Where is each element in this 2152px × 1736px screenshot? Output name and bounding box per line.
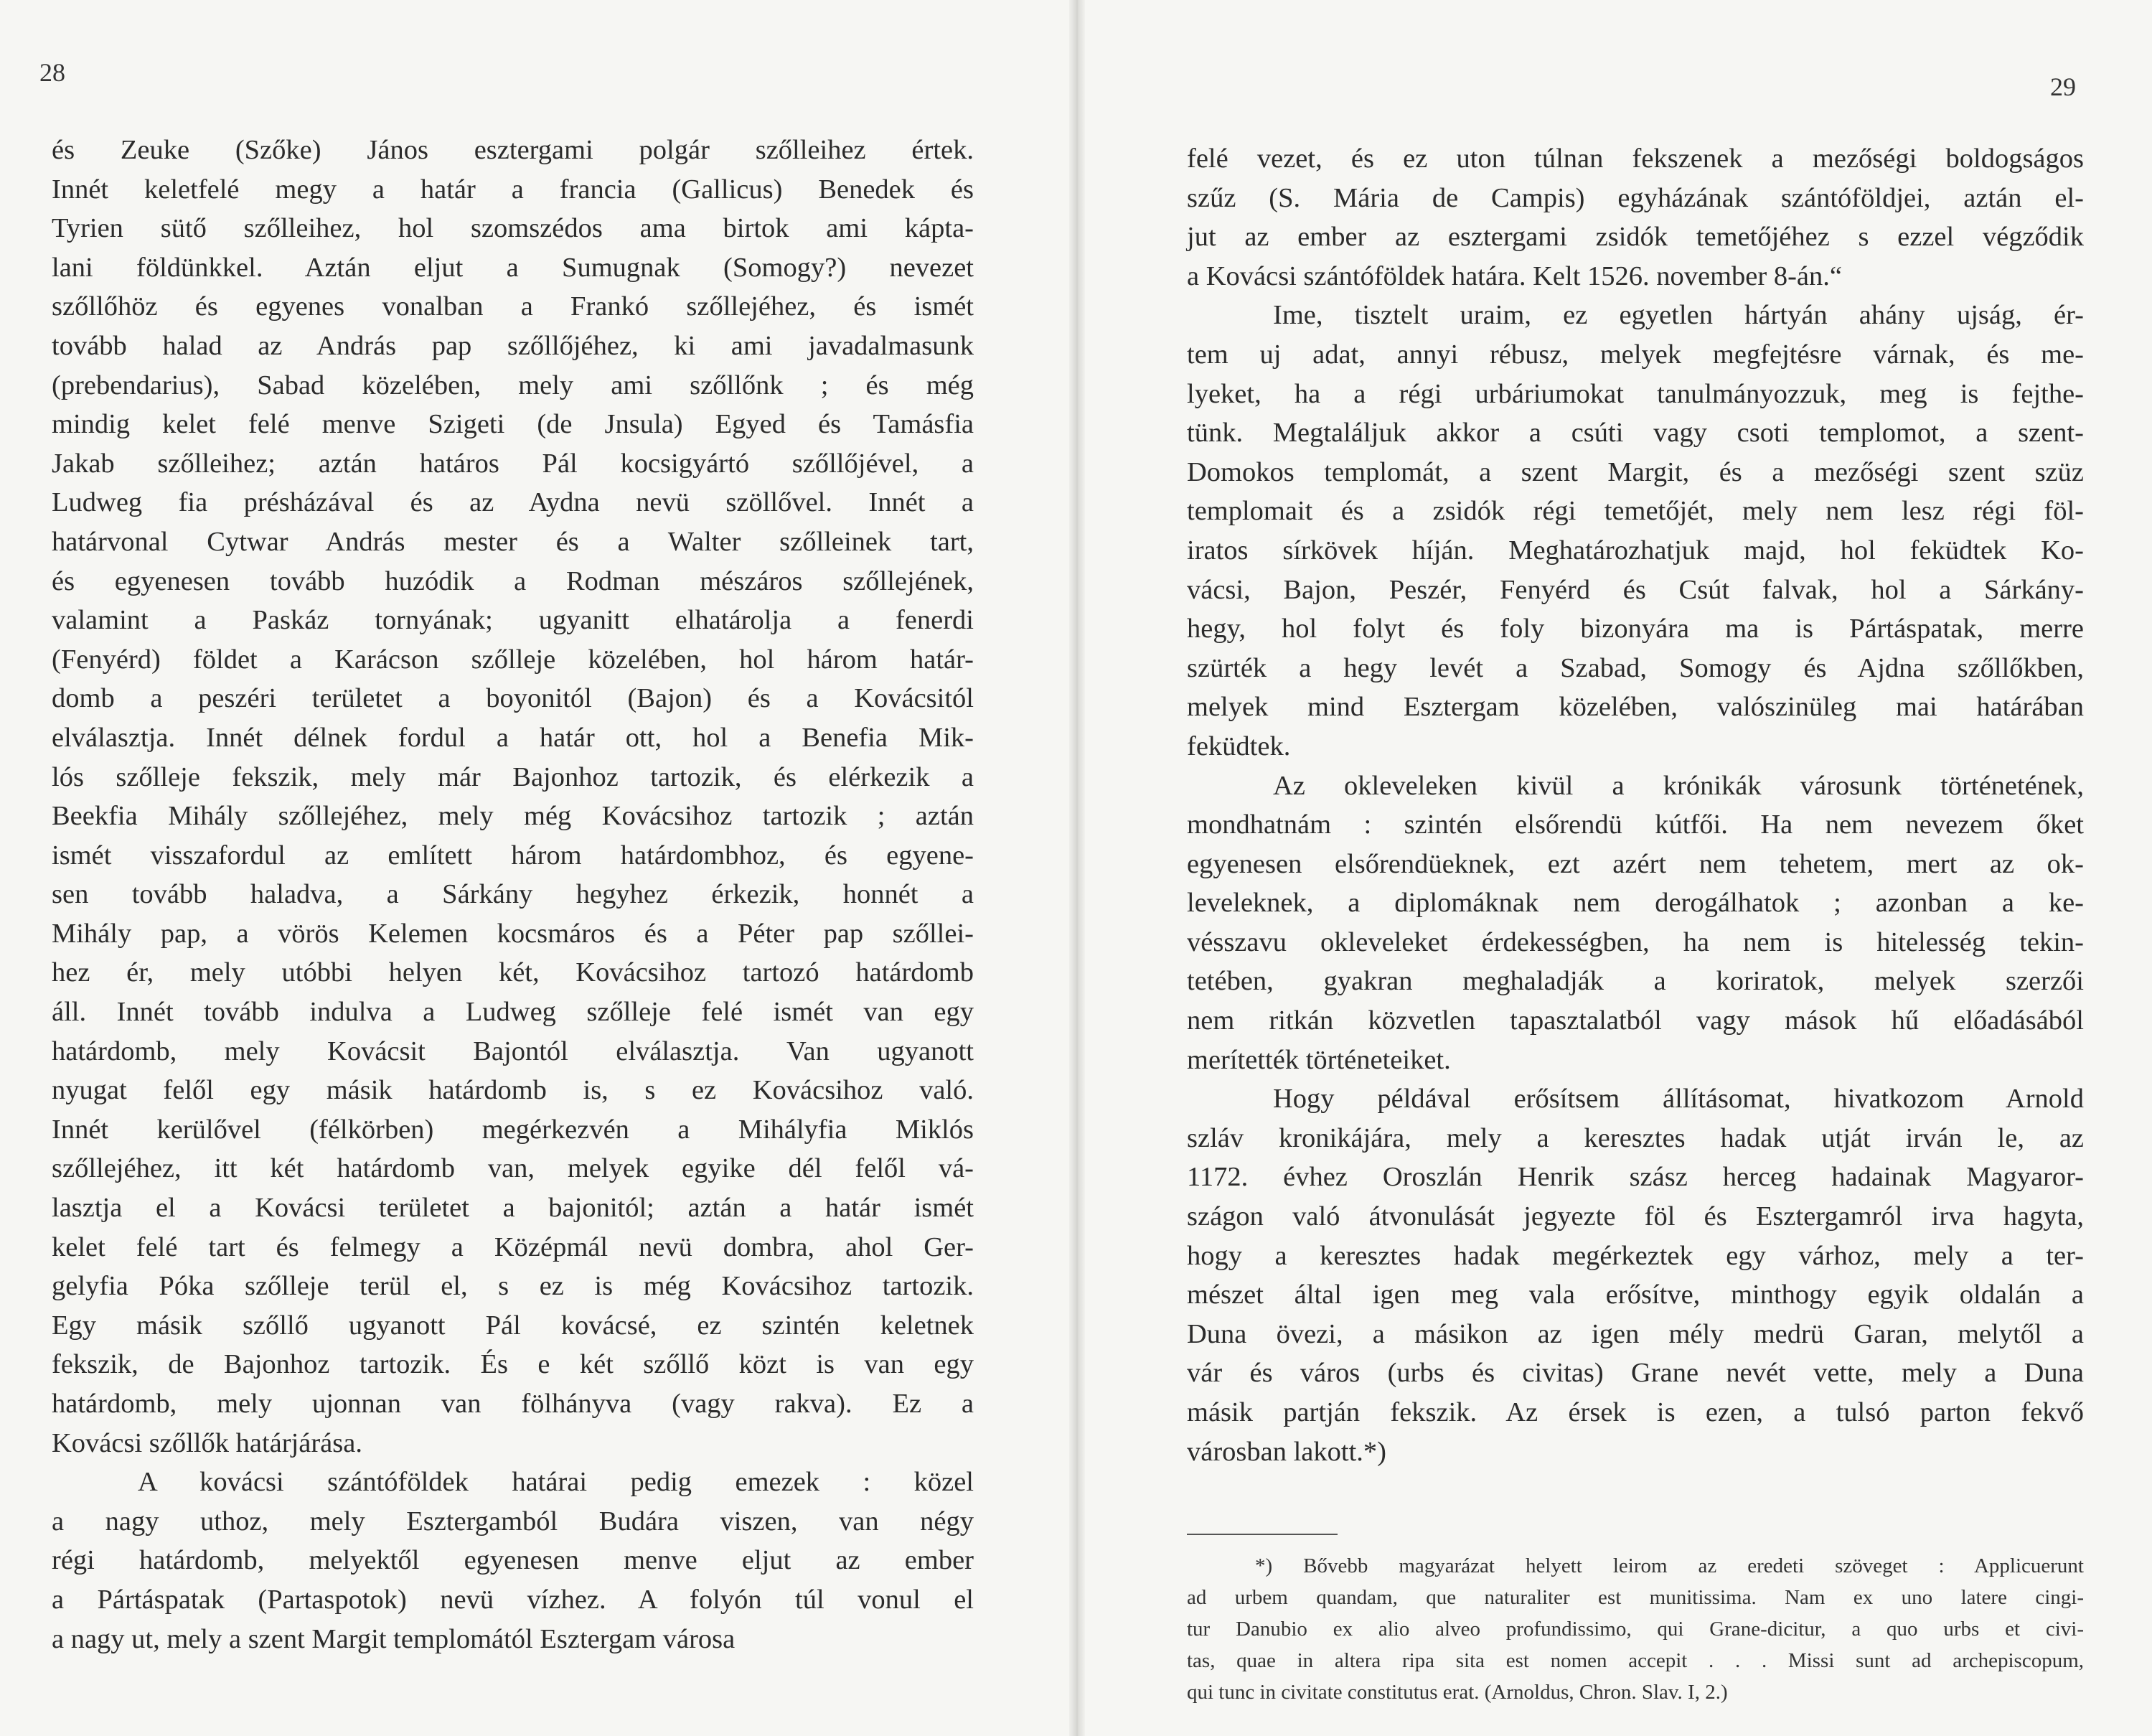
text-line: Innét keletfelé megy a határ a francia (Gallicus) Benedek és [52, 174, 974, 205]
text-line: a Pártáspatak (Partaspotok) nevü vízhez. A folyón túl vonul el [52, 1584, 974, 1615]
text-line: határdomb, mely ujonnan van fölhányva (vagy rakva). Ez a [52, 1389, 974, 1419]
footnote-line: ad urbem quandam, que naturaliter est munitissima. Nam ex uno latere cingi- [1187, 1586, 2084, 1609]
text-line: sen tovább haladva, a Sárkány hegyhez érkezik, honnét a [52, 879, 974, 910]
text-line: Innét kerülővel (félkörben) megérkezvén a Mihályfia Miklós [52, 1114, 974, 1145]
text-line: merítették történeteiket. [1187, 1044, 1451, 1075]
left-page-body [52, 131, 974, 1658]
footnote-line: qui tunc in civitate constitutus erat. (Arnoldus, Chron. Slav. I, 2.) [1187, 1681, 1728, 1704]
footnote-divider [1187, 1534, 1338, 1535]
text-line: Tyrien sütő szőlleihez, hol szomszédos ama birtok ami kápta- [52, 213, 974, 244]
text-line: Mihály pap, a vörös Kelemen kocsmáros és a Péter pap szőllei- [52, 918, 974, 949]
text-line: lyeket, ha a régi urbáriumokat tanulmányozzuk, meg is fejthe- [1187, 378, 2084, 409]
text-line: lani földünkkel. Aztán eljut a Sumugnak (Somogy?) nevezet [52, 252, 974, 283]
right-page [1085, 0, 2152, 1736]
text-line: és egyenesen tovább huzódik a Rodman mészáros szőllejének, [52, 566, 974, 596]
text-line: jut az ember az esztergami zsidók temetőjéhez s ezzel végződik [1187, 222, 2084, 253]
text-line: (prebendarius), Sabad közelében, mely ami szőllőnk ; és még [52, 370, 974, 400]
right-page-body [1187, 139, 2084, 1471]
page-number-right: 29 [2050, 72, 2076, 101]
text-line: régi határdomb, melyektől egyenesen menve eljut az ember [52, 1545, 974, 1576]
text-line: egyenesen elsőrendüeknek, ezt azért nem tehetem, mert az ok- [1187, 848, 2084, 879]
text-line: elválasztja. Innét délnek fordul a határ ott, hol a Benefia Mik- [52, 722, 974, 753]
text-line: határdomb, mely Kovácsit Bajontól elválasztja. Van ugyanott [52, 1036, 974, 1066]
text-line: Ime, tisztelt uraim, ez egyetlen hártyán ahány ujság, ér- [1273, 300, 2084, 331]
text-line: lós szőlleje fekszik, mely már Bajonhoz tartozik, és elérkezik a [52, 761, 974, 792]
footnote-line: tas, quae in altera ripa sita est nomen accepit . . . Missi sunt ad archepiscopum, [1187, 1649, 2084, 1672]
text-line: és Zeuke (Szőke) János esztergami polgár szőlleihez értek. [52, 135, 974, 165]
text-line: a nagy uthoz, mely Esztergamból Budára viszen, van négy [52, 1506, 974, 1536]
text-line: templomait és a zsidók régi temetőjét, mely nem lesz régi föl- [1187, 496, 2084, 527]
text-line: szürték a hegy levét a Szabad, Somogy és Ajdna szőllőkben, [1187, 652, 2084, 683]
text-line: hogy a keresztes hadak megérkeztek egy várhoz, mely a ter- [1187, 1240, 2084, 1271]
book-gutter [1069, 0, 1085, 1736]
text-line: Ludweg fia présházával és az Aydna nevü szöllővel. Innét a [52, 487, 974, 518]
text-line: gelyfia Póka szőlleje terül el, s ez is még Kovácsihoz tartozik. [52, 1271, 974, 1302]
text-line: hegy, hol folyt és foly bizonyára ma is Pártáspatak, merre [1187, 614, 2084, 644]
text-line: valamint a Paskáz tornyának; ugyanitt elhatárolja a fenerdi [52, 605, 974, 636]
text-line: melyek mind Esztergam közelében, valószinüleg mai határában [1187, 692, 2084, 723]
text-line: lasztja el a Kovácsi területet a bajonitól; aztán a határ ismét [52, 1193, 974, 1224]
text-line: (Fenyérd) földet a Karácson szőlleje közelében, hol három határ- [52, 644, 974, 675]
text-line: a Kovácsi szántóföldek határa. Kelt 1526. november 8-án.“ [1187, 261, 1842, 291]
text-line: szőllejéhez, itt két határdomb van, melyek egyike dél felől vá- [52, 1153, 974, 1184]
text-line: Duna övezi, a másikon az igen mély medrü Garan, melytől a [1187, 1318, 2084, 1349]
text-line: városban lakott.*) [1187, 1436, 1386, 1467]
text-line: tetében, gyakran meghaladják a koriratok, melyek szerzői [1187, 966, 2084, 997]
text-line: Kovácsi szőllők határjárása. [52, 1427, 362, 1458]
text-line: tünk. Megtaláljuk akkor a csúti vagy csoti templomot, a szent- [1187, 418, 2084, 449]
text-line: kelet felé tart és felmegy a Középmál nevü dombra, ahol Ger- [52, 1231, 974, 1262]
text-line: szágon való átvonulását jegyezte föl és Esztergamról irva hagyta, [1187, 1201, 2084, 1232]
text-line: Beekfia Mihály szőllejéhez, mely még Kovácsihoz tartozik ; aztán [52, 801, 974, 832]
page-number-left: 28 [39, 58, 65, 87]
text-line: hez ér, mely utóbbi helyen két, Kovácsihoz tartozó határdomb [52, 957, 974, 988]
text-line: határvonal Cytwar András mester és a Walter szőlleinek tart, [52, 526, 974, 557]
text-line: áll. Innét tovább indulva a Ludweg szőlleje felé ismét van egy [52, 997, 974, 1028]
footnote-line: tur Danubio ex alio alveo profundissimo, qui Grane-dicitur, a quo urbs et civi- [1187, 1618, 2084, 1641]
text-line: feküdtek. [1187, 731, 1291, 761]
text-line: vár és város (urbs és civitas) Grane nevét vette, mely a Duna [1187, 1358, 2084, 1389]
text-line: szláv kronikájára, mely a keresztes hadak utját irván le, az [1187, 1122, 2084, 1153]
text-line: Az okleveleken kivül a krónikák városunk történetének, [1273, 770, 2084, 801]
text-line: A kovácsi szántóföldek határai pedig emezek : közel [138, 1467, 974, 1498]
text-line: tem uj adat, annyi rébusz, melyek megfejtésre várnak, és me- [1187, 339, 2084, 370]
text-line: vésszavu okleveleket érdekességben, ha nem is hitelesség tekin- [1187, 926, 2084, 957]
left-page [0, 0, 1069, 1736]
text-line: fekszik, de Bajonhoz tartozik. És e két szőllő közt is van egy [52, 1349, 974, 1380]
text-line: ismét visszafordul az említett három határdombhoz, és egyene- [52, 840, 974, 871]
text-line: mondhatnám : szintén elsőrendü kútfői. Ha nem nevezem őket [1187, 810, 2084, 840]
text-line: Domokos templomát, a szent Margit, és a mezőségi szent szüz [1187, 456, 2084, 487]
text-line: leveleknek, a diplomáknak nem derogálhatok ; azonban a ke- [1187, 888, 2084, 919]
text-line: nyugat felől egy másik határdomb is, s ez Kovácsihoz való. [52, 1075, 974, 1106]
footnote-line: *) Bővebb magyarázat helyett leirom az eredeti szöveget : Applicuerunt [1255, 1554, 2084, 1577]
text-line: másik partján fekszik. Az érsek is ezen, a tulsó parton fekvő [1187, 1397, 2084, 1427]
text-line: Hogy példával erősítsem állításomat, hivatkozom Arnold [1273, 1084, 2084, 1115]
text-line: szőllőhöz és egyenes vonalban a Frankó szőllejéhez, és ismét [52, 291, 974, 322]
text-line: vácsi, Bajon, Peszér, Fenyérd és Csút falvak, hol a Sárkány- [1187, 574, 2084, 605]
text-line: szűz (S. Mária de Campis) egyházának szántóföldjei, aztán el- [1187, 182, 2084, 213]
text-line: mindig kelet felé menve Szigeti (de Jnsula) Egyed és Tamásfia [52, 409, 974, 440]
text-line: Egy másik szőllő ugyanott Pál kovácsé, ez szintén keletnek [52, 1310, 974, 1341]
text-line: mészet által igen meg vala erősítve, minthogy egyik oldalán a [1187, 1280, 2084, 1310]
text-line: iratos sírkövek híján. Meghatározhatjuk majd, hol feküdtek Ko- [1187, 535, 2084, 566]
text-line: tovább halad az András pap szőllőjéhez, ki ami javadalmasunk [52, 330, 974, 361]
text-line: nem ritkán közvetlen tapasztalatból vagy mások hű előadásából [1187, 1005, 2084, 1036]
text-line: a nagy ut, mely a szent Margit templomától Esztergam városa [52, 1623, 736, 1654]
text-line: Jakab szőlleihez; aztán határos Pál kocsigyártó szőllőjével, a [52, 448, 974, 479]
text-line: domb a peszéri területet a boyonitól (Bajon) és a Kovácsitól [52, 683, 974, 714]
text-line: felé vezet, és ez uton túlnan fekszenek a mezőségi boldogságos [1187, 144, 2084, 174]
footnote [1187, 1550, 2084, 1708]
text-line: 1172. évhez Oroszlán Henrik szász herceg hadainak Magyaror- [1187, 1162, 2084, 1193]
